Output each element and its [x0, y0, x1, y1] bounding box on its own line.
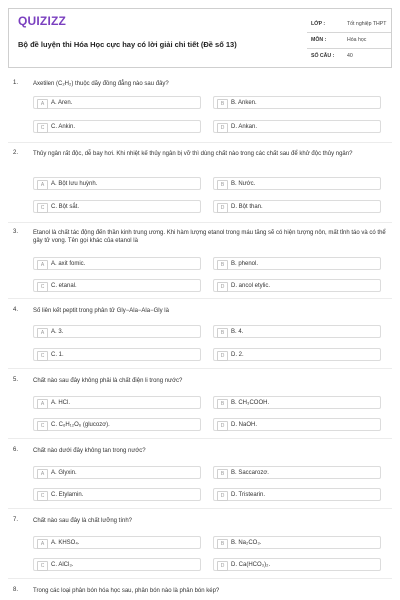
option-a[interactable]: [33, 257, 201, 270]
question-number: 8.: [13, 587, 19, 593]
option-letter: B: [217, 99, 228, 109]
option-b[interactable]: [213, 177, 381, 190]
question-number: 6.: [13, 447, 19, 453]
option-letter: D: [217, 123, 228, 133]
option-text: D. 2.: [231, 351, 244, 358]
option-a[interactable]: [33, 96, 201, 109]
option-letter: A: [37, 469, 48, 479]
option-letter: B: [217, 328, 228, 338]
option-a[interactable]: [33, 177, 201, 190]
option-letter: A: [37, 539, 48, 549]
option-c[interactable]: [33, 120, 201, 133]
option-letter: B: [217, 399, 228, 409]
option-a[interactable]: [33, 536, 201, 549]
divider: [8, 508, 392, 509]
option-letter: B: [217, 539, 228, 549]
option-text: B. Nước.: [231, 180, 256, 187]
meta-row-subject: [307, 33, 391, 49]
question-text: Etanol là chất tác động đến thần kinh trung ương. Khi hàm lượng etanol trong máu tăng sẽ có hiện tượng nôn, mất tỉnh táo và có thể gây tử vong. Tên gọi khác của etanol là: [33, 230, 386, 245]
option-letter: A: [37, 399, 48, 409]
option-letter: D: [217, 203, 228, 213]
option-text: C. Etylamin.: [51, 491, 84, 498]
meta-label: LỚP :: [311, 21, 326, 27]
option-b[interactable]: [213, 257, 381, 270]
option-d[interactable]: [213, 120, 381, 133]
option-text: C. 1.: [51, 351, 64, 358]
quizizz-logo: QUIZIZZ: [18, 14, 67, 28]
divider: [8, 368, 392, 369]
option-b[interactable]: [213, 96, 381, 109]
meta-label: SỐ CÂU :: [311, 53, 335, 59]
option-text: D. Bột than.: [231, 203, 263, 210]
option-letter: B: [217, 260, 228, 270]
option-b[interactable]: [213, 536, 381, 549]
option-d[interactable]: [213, 348, 381, 361]
meta-label: MÔN :: [311, 37, 327, 43]
divider: [8, 438, 392, 439]
option-text: C. Bột sắt.: [51, 203, 80, 210]
worksheet-header: [8, 8, 392, 68]
option-text: D. Tristearin.: [231, 491, 266, 498]
option-text: C. Ankin.: [51, 123, 76, 130]
question-text: Chất nào sau đây không phải là chất điện li trong nước?: [33, 378, 183, 384]
option-letter: C: [37, 203, 48, 213]
option-letter: C: [37, 351, 48, 361]
option-c[interactable]: [33, 488, 201, 501]
option-letter: C: [37, 491, 48, 501]
meta-row-class: [307, 17, 391, 33]
option-text: A. axit fomic.: [51, 260, 86, 267]
option-letter: C: [37, 282, 48, 292]
option-text: B. phenol.: [231, 260, 259, 267]
question-number: 4.: [13, 307, 19, 313]
option-d[interactable]: [213, 200, 381, 213]
option-text: A. Glyxin.: [51, 469, 77, 476]
option-letter: C: [37, 421, 48, 431]
question-number: 3.: [13, 229, 19, 235]
option-letter: C: [37, 561, 48, 571]
option-text: A. KHSO₄.: [51, 539, 80, 546]
option-letter: D: [217, 351, 228, 361]
option-c[interactable]: [33, 558, 201, 571]
option-text: C. AlCl₃.: [51, 561, 74, 568]
meta-value: 40: [347, 53, 353, 59]
option-a[interactable]: [33, 396, 201, 409]
option-text: C. etanal.: [51, 282, 77, 289]
option-c[interactable]: [33, 418, 201, 431]
option-c[interactable]: [33, 348, 201, 361]
option-text: A. Bột lưu huỳnh.: [51, 180, 98, 187]
option-text: A. Aren.: [51, 99, 73, 106]
option-b[interactable]: [213, 325, 381, 338]
option-c[interactable]: [33, 200, 201, 213]
meta-table: [307, 17, 391, 64]
option-text: D. NaOH.: [231, 421, 258, 428]
divider: [8, 298, 392, 299]
meta-value: Hóa học: [347, 37, 367, 43]
question-text: Thủy ngân rất độc, dễ bay hơi. Khi nhiệt kế thủy ngân bị vỡ thì dùng chất nào trong các chất sau để khử độc thủy ngân?: [33, 151, 353, 157]
worksheet-title: Bộ đề luyện thi Hóa Học cực hay có lời giải chi tiết (Đề số 13): [18, 40, 237, 49]
option-text: B. CH₃COOH.: [231, 399, 270, 406]
divider: [8, 142, 392, 143]
option-b[interactable]: [213, 466, 381, 479]
option-letter: D: [217, 421, 228, 431]
option-c[interactable]: [33, 279, 201, 292]
option-text: B. Na₂CO₃.: [231, 539, 262, 546]
option-letter: A: [37, 328, 48, 338]
question-text: Chất nào sau đây là chất lưỡng tính?: [33, 518, 133, 524]
question-number: 5.: [13, 377, 19, 383]
option-letter: D: [217, 282, 228, 292]
option-a[interactable]: [33, 466, 201, 479]
option-text: D. Ca(HCO₃)₂.: [231, 561, 271, 568]
question-number: 1.: [13, 80, 19, 86]
question-number: 2.: [13, 150, 19, 156]
option-text: C. C₆H₁₂O₆ (glucozơ).: [51, 421, 110, 428]
question-text: Trong các loại phân bón hóa học sau, phân bón nào là phân bón kép?: [33, 588, 220, 594]
divider: [8, 578, 392, 579]
option-d[interactable]: [213, 558, 381, 571]
question-number: 7.: [13, 517, 19, 523]
option-b[interactable]: [213, 396, 381, 409]
question-text: Axetilen (C₂H₂) thuộc dãy đồng đẳng nào sau đây?: [33, 81, 169, 87]
option-text: A. HCl.: [51, 399, 71, 406]
option-letter: A: [37, 99, 48, 109]
option-letter: B: [217, 469, 228, 479]
option-a[interactable]: [33, 325, 201, 338]
option-d[interactable]: [213, 418, 381, 431]
option-letter: B: [217, 180, 228, 190]
option-letter: A: [37, 180, 48, 190]
option-text: D. ancol etylic.: [231, 282, 271, 289]
option-text: B. 4.: [231, 328, 244, 335]
divider: [8, 222, 392, 223]
option-letter: D: [217, 491, 228, 501]
option-d[interactable]: [213, 279, 381, 292]
meta-value: Tốt nghiệp THPT: [347, 21, 387, 27]
question-text: Chất nào dưới đây không tan trong nước?: [33, 448, 146, 454]
option-text: A. 3.: [51, 328, 64, 335]
option-d[interactable]: [213, 488, 381, 501]
question-text: Số liên kết peptit trong phân tử Gly−Ala−Ala−Gly là: [33, 308, 169, 314]
option-letter: D: [217, 561, 228, 571]
option-letter: C: [37, 123, 48, 133]
meta-row-count: [307, 49, 391, 64]
option-text: D. Ankan.: [231, 123, 258, 130]
option-text: B. Anken.: [231, 99, 257, 106]
option-letter: A: [37, 260, 48, 270]
option-text: B. Saccarozơ.: [231, 469, 269, 476]
